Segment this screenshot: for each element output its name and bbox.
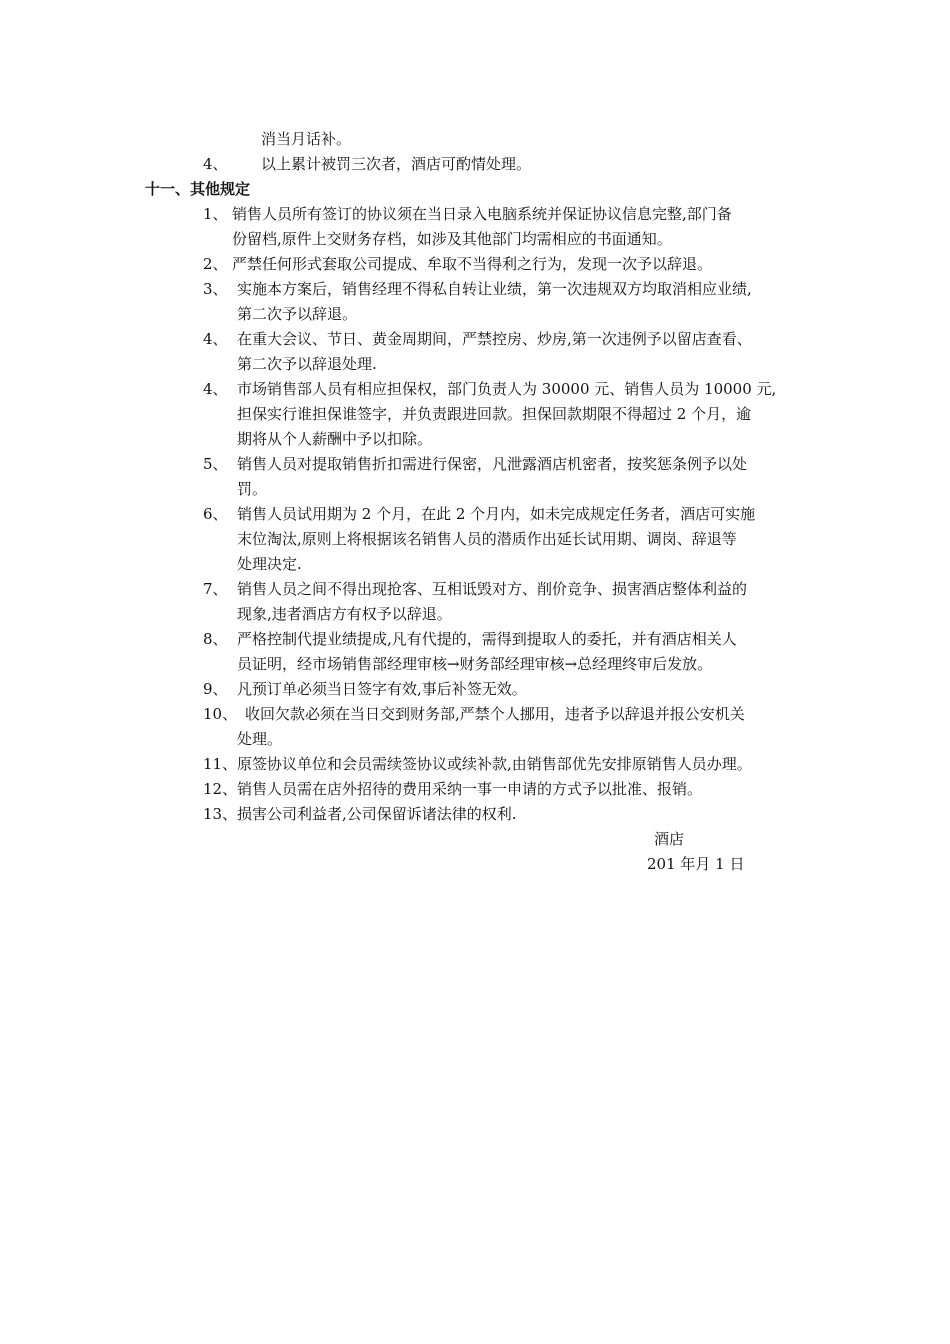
item-number: 4、 (203, 380, 228, 398)
section-title: 十一、其他规定 (145, 180, 251, 198)
item-line: 销售人员对提取销售折扣需进行保密，凡泄露酒店机密者，按奖惩条例予以处 (237, 455, 748, 473)
item-number: 6、 (203, 505, 228, 523)
item-line: 凡预订单必须当日签字有效,事后补签无效。 (237, 680, 527, 698)
item-line: 市场销售部人员有相应担保权，部门负责人为 30000 元、销售人员为 10000 元, (237, 380, 777, 398)
item-line: 处理。 (237, 730, 283, 748)
item-line: 损害公司利益者,公司保留诉诸法律的权利. (237, 805, 517, 823)
item-number: 13、 (203, 805, 238, 823)
item-text: 以上累计被罚三次者，酒店可酌情处理。 (261, 155, 532, 173)
item-number: 9、 (203, 680, 228, 698)
item-line: 员证明，经市场销售部经理审核→财务部经理审核→总经理终审后发放。 (237, 655, 713, 673)
item-number: 8、 (203, 630, 228, 648)
item-line: 销售人员需在店外招待的费用采纳一事一申请的方式予以批准、报销。 (237, 780, 703, 798)
item-number: 5、 (203, 455, 228, 473)
item-line: 第二次予以辞退。 (237, 305, 358, 323)
item-line: 实施本方案后，销售经理不得私自转让业绩，第一次违规双方均取消相应业绩, (237, 280, 752, 298)
item-number: 1、 (203, 205, 228, 223)
item-line: 严禁任何形式套取公司提成、牟取不当得利之行为，发现一次予以辞退。 (232, 255, 713, 273)
item-line: 罚。 (237, 480, 268, 498)
item-number: 12、 (203, 780, 238, 798)
item-line: 现象,违者酒店方有权予以辞退。 (237, 605, 452, 623)
item-number: 3、 (203, 280, 228, 298)
item-number: 2、 (203, 255, 228, 273)
item-line: 处理决定. (237, 555, 302, 573)
item-line: 严格控制代提业绩提成,凡有代提的，需得到提取人的委托，并有酒店相关人 (237, 630, 737, 648)
item-number: 7、 (203, 580, 228, 598)
item-line: 销售人员所有签订的协议须在当日录入电脑系统并保证协议信息完整,部门备 (232, 205, 732, 223)
item-number: 4、 (203, 155, 228, 173)
item-line: 在重大会议、节日、黄金周期间，严禁控房、炒房,第一次违例予以留店查看、 (237, 330, 752, 348)
item-line: 原签协议单位和会员需续签协议或续补款,由销售部优先安排原销售人员办理。 (237, 755, 752, 773)
signature-org: 酒店 (654, 830, 685, 848)
item-line: 期将从个人薪酬中予以扣除。 (237, 430, 433, 448)
item-number: 4、 (203, 330, 228, 348)
item-line: 第二次予以辞退处理. (237, 355, 377, 373)
item-line: 收回欠款必须在当日交到财务部,严禁个人挪用，违者予以辞退并报公安机关 (245, 705, 745, 723)
item-number: 11、 (203, 755, 238, 773)
continuation-tail: 消当月话补。 (261, 130, 352, 148)
item-line: 销售人员之间不得出现抢客、互相诋毁对方、削价竞争、损害酒店整体利益的 (237, 580, 748, 598)
signature-date: 201 年月 1 日 (647, 855, 745, 873)
item-line: 末位淘汰,原则上将根据该名销售人员的潜质作出延长试用期、调岗、辞退等 (237, 530, 737, 548)
item-line: 销售人员试用期为 2 个月，在此 2 个月内，如未完成规定任务者，酒店可实施 (237, 505, 756, 523)
item-line: 担保实行谁担保谁签字，并负责跟进回款。担保回款期限不得超过 2 个月，逾 (237, 405, 752, 423)
item-line: 份留档,原件上交财务存档，如涉及其他部门均需相应的书面通知。 (232, 230, 672, 248)
item-number: 10、 (203, 705, 238, 723)
